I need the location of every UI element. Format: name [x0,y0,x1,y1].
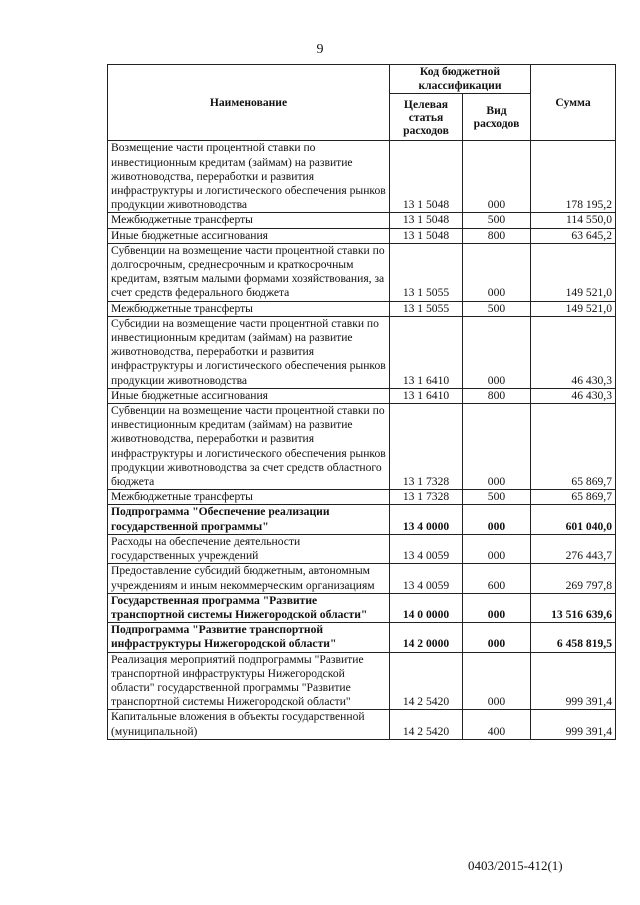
table-row [108,593,616,622]
row-amount: 63 645,2 [531,228,616,243]
table-row [108,652,616,710]
row-name: Предоставление субсидий бюджетным, автономным учреждениям и иным некоммерческим организациям [108,564,390,593]
row-name: Капитальные вложения в объекты государственной (муниципальной) [108,710,390,739]
row-target-code: 14 2 5420 [390,710,463,739]
row-expense-type: 500 [463,301,531,316]
row-amount: 149 521,0 [531,243,616,301]
table-row [108,490,616,505]
header-budget-code: Код бюджетной классификации [390,65,531,94]
header-name: Наименование [108,65,390,141]
row-target-code: 13 1 7328 [390,490,463,505]
row-target-code: 13 1 6410 [390,388,463,403]
row-expense-type: 500 [463,213,531,228]
table-row [108,623,616,652]
row-expense-type: 000 [463,593,531,622]
row-amount: 601 040,0 [531,505,616,534]
row-expense-type: 600 [463,564,531,593]
page-number: 9 [316,42,324,57]
table-row [108,228,616,243]
row-amount: 276 443,7 [531,534,616,563]
table-row [108,505,616,534]
row-expense-type: 000 [463,316,531,388]
row-name: Расходы на обеспечение деятельности государственных учреждений [108,534,390,563]
row-amount: 114 550,0 [531,213,616,228]
row-expense-type: 800 [463,388,531,403]
header-amount: Сумма [531,65,616,141]
header-target-item: Целевая статья расходов [390,94,463,141]
row-amount: 6 458 819,5 [531,623,616,652]
row-target-code: 13 1 5048 [390,141,463,213]
row-name: Субвенции на возмещение части процентной ставки по инвестиционным кредитам (займам) на развитие животноводства, переработки и развития инфраструктуры и логистического обеспечения рынков продукции животноводства за счет средств областного бюджета [108,404,390,490]
table-header [108,65,616,141]
row-target-code: 13 1 5055 [390,301,463,316]
row-expense-type: 000 [463,652,531,710]
row-amount: 999 391,4 [531,710,616,739]
row-name: Возмещение части процентной ставки по инвестиционным кредитам (займам) на развитие животноводства, переработки и развития инфраструктуры и логистического обеспечения рынков продукции животноводства [108,141,390,213]
row-name: Подпрограмма "Развитие транспортной инфраструктуры Нижегородской области" [108,623,390,652]
row-target-code: 13 4 0059 [390,564,463,593]
table-row [108,388,616,403]
row-target-code: 13 4 0059 [390,534,463,563]
row-name: Государственная программа "Развитие транспортной системы Нижегородской области" [108,593,390,622]
table-body [108,141,616,739]
table-row [108,316,616,388]
row-amount: 46 430,3 [531,316,616,388]
row-expense-type: 000 [463,505,531,534]
row-target-code: 14 0 0000 [390,593,463,622]
row-amount: 65 869,7 [531,490,616,505]
header-expense-type: Вид расходов [463,94,531,141]
row-expense-type: 000 [463,141,531,213]
row-name: Субвенции на возмещение части процентной ставки по долгосрочным, среднесрочным и краткосрочным кредитам, взятым малыми формами хозяйствования, за счет средств федерального бюджета [108,243,390,301]
row-expense-type: 400 [463,710,531,739]
row-expense-type: 000 [463,623,531,652]
row-target-code: 14 2 0000 [390,623,463,652]
row-amount: 269 797,8 [531,564,616,593]
table-row [108,710,616,739]
row-expense-type: 000 [463,243,531,301]
table-row [108,301,616,316]
row-name: Иные бюджетные ассигнования [108,388,390,403]
row-target-code: 13 1 7328 [390,404,463,490]
row-name: Субсидии на возмещение части процентной ставки по инвестиционным кредитам (займам) на развитие животноводства, переработки и развития инфраструктуры и логистического обеспечения рынков продукции животноводства [108,316,390,388]
row-target-code: 14 2 5420 [390,652,463,710]
row-target-code: 13 1 5055 [390,243,463,301]
table-row [108,243,616,301]
row-amount: 13 516 639,6 [531,593,616,622]
row-name: Межбюджетные трансферты [108,301,390,316]
row-amount: 149 521,0 [531,301,616,316]
row-amount: 65 869,7 [531,404,616,490]
row-expense-type: 500 [463,490,531,505]
row-amount: 999 391,4 [531,652,616,710]
row-amount: 46 430,3 [531,388,616,403]
table-row [108,404,616,490]
row-target-code: 13 4 0000 [390,505,463,534]
table-row [108,213,616,228]
budget-table [107,64,616,740]
row-name: Подпрограмма "Обеспечение реализации государственной программы" [108,505,390,534]
row-name: Межбюджетные трансферты [108,490,390,505]
row-target-code: 13 1 6410 [390,316,463,388]
table-row [108,564,616,593]
row-amount: 178 195,2 [531,141,616,213]
row-expense-type: 800 [463,228,531,243]
row-name: Иные бюджетные ассигнования [108,228,390,243]
row-name: Межбюджетные трансферты [108,213,390,228]
row-name: Реализация мероприятий подпрограммы "Развитие транспортной инфраструктуры Нижегородской области" государственной программы "Развитие транспортной системы Нижегородской области" [108,652,390,710]
row-expense-type: 000 [463,404,531,490]
table-row [108,141,616,213]
row-target-code: 13 1 5048 [390,213,463,228]
row-expense-type: 000 [463,534,531,563]
row-target-code: 13 1 5048 [390,228,463,243]
document-code: 0403/2015-412(1) [468,858,563,873]
table-row [108,534,616,563]
